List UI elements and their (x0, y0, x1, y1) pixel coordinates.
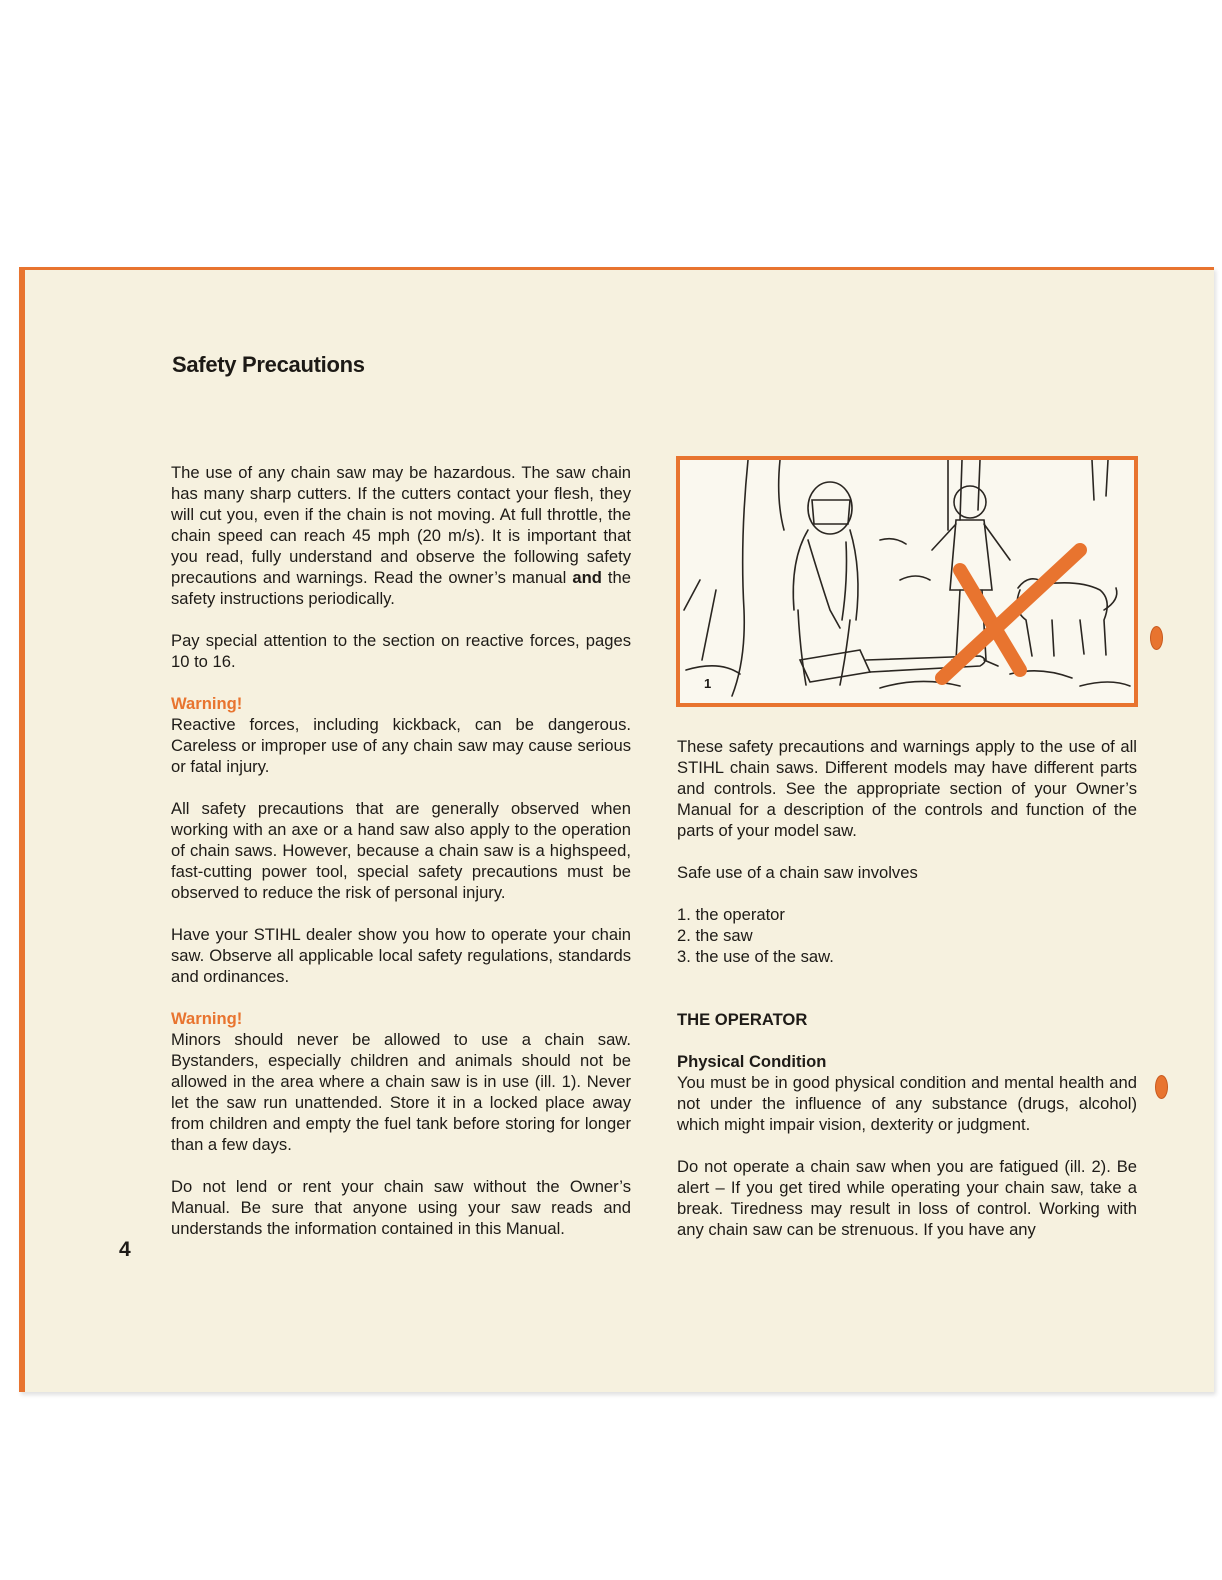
binding-hole (1150, 626, 1163, 650)
physical-condition-paragraph: Physical Condition You must be in good physical condition and mental health and not under the influence of any substance (drugs, alcohol) which might impair vision, dexterity or judgment. (677, 1052, 1137, 1134)
tree-trunk (732, 460, 748, 696)
warning-label: Warning! (171, 1009, 243, 1028)
warning-reactive-forces (171, 693, 631, 777)
chainsaw-body (800, 650, 870, 682)
warning-text: Reactive forces, including kickback, can be dangerous. Careless or improper use of any chain saw may cause serious or fatal injury. (171, 715, 631, 776)
dealer-paragraph: Have your STIHL dealer show you how to operate your chain saw. Observe all applicable local safety regulations, standards and ordinances. (171, 925, 631, 986)
reactive-forces-note: Pay special attention to the section on reactive forces, pages 10 to 16. (171, 631, 631, 671)
page-number: 4 (119, 1238, 131, 1261)
warning-text: Minors should never be allowed to use a chain saw. Bystanders, especially children and animals should not be allowed in the area where a chain saw is in use (ill. 1). Never let the saw run unattended. Store it in a locked place away from children and empty the fuel tank before storing for longer than a few days. (171, 1030, 631, 1154)
page-title: Safety Precautions (172, 352, 365, 377)
list-item: 2. the saw (677, 926, 753, 945)
illustration-1 (676, 456, 1138, 707)
lend-paragraph: Do not lend or rent your chain saw without the Owner’s Manual. Be sure that anyone using your saw reads and understands the information contained in this Manual. (171, 1177, 631, 1238)
applicability-paragraph: These safety precautions and warnings apply to the use of all STIHL chain saws. Different models may have different parts and controls. See the appropriate section of your Owner’s Manual for a description of the controls and function of the parts of your model saw. (677, 737, 1137, 840)
safe-use-list (677, 904, 1137, 967)
warning-minors (171, 1008, 631, 1155)
warning-label: Warning! (171, 694, 243, 713)
bystander-warning-illustration (680, 460, 1134, 703)
manual-page (19, 267, 1214, 1392)
warning-x-mark (942, 550, 1080, 678)
illustration-number: 1 (704, 676, 712, 691)
subheading-physical-condition: Physical Condition (677, 1052, 827, 1071)
child-head (954, 486, 986, 518)
general-precautions-paragraph: All safety precautions that are generally observed when working with an axe or a hand saw also apply to the operation of chain saws. However, because a chain saw is a highspeed, fast-cutting power tool, special safety precautions must be observed to reduce the risk of personal injury. (171, 799, 631, 902)
list-item: 3. the use of the saw. (677, 947, 834, 966)
right-column (677, 736, 1137, 1240)
fatigue-paragraph: Do not operate a chain saw when you are fatigued (ill. 2). Be alert – If you get tired while operating your chain saw, take a break. Tiredness may result in loss of control. Working with any chain saw can be strenuous. If you have any (677, 1157, 1137, 1239)
left-column (171, 462, 631, 1239)
safe-use-intro: Safe use of a chain saw involves (677, 863, 918, 882)
section-heading-operator: THE OPERATOR (677, 1010, 808, 1029)
list-item: 1. the operator (677, 905, 785, 924)
operator-helmet (808, 482, 852, 534)
intro-paragraph: The use of any chain saw may be hazardous. The saw chain has many sharp cutters. If the cutters contact your flesh, they will cut you, even if the chain is not moving. At full throttle, the chain speed can reach 45 mph (20 m/s). It is important that you read, fully understand and observe the following safety precautions and warnings. Read the owner’s manual and the safety instructions periodically. (171, 463, 631, 608)
binding-hole (1155, 1075, 1168, 1099)
